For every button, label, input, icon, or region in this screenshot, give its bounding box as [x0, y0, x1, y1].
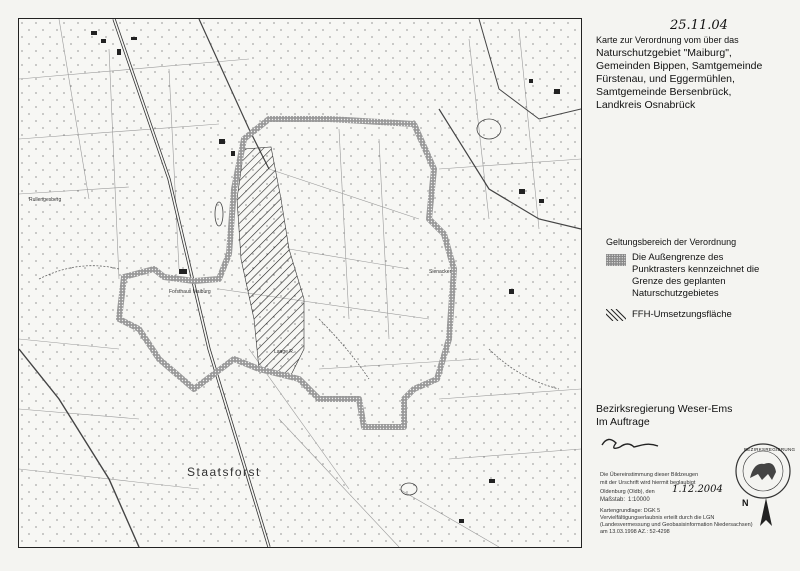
map-label-rullengesberg: Rullengesberg — [29, 197, 62, 203]
seal-text: BEZIRKSREGIERUNG — [744, 447, 796, 452]
cert-date: 1.12.2004 — [672, 484, 723, 495]
header-line3: Gemeinden Bippen, Samtgemeinde — [596, 60, 763, 72]
footer-permission1: Vervielfältigungserlaubnis erteilt durch die LGN — [600, 515, 715, 521]
footer-basis: Kartengrundlage: DGK 5 — [600, 508, 661, 514]
ffh-swatch — [606, 308, 626, 320]
north-label: N — [742, 498, 749, 508]
authority-line1: Bezirksregierung Weser-Ems — [596, 403, 733, 415]
legend-panel — [594, 10, 794, 563]
forest-stipple — [19, 19, 581, 547]
header-line4: Fürstenau, und Eggermühlen, — [596, 73, 735, 85]
legend-heading: Geltungsbereich der Verordnung — [606, 237, 737, 247]
cert-line1: Die Übereinstimmung dieser Bildzeugen — [600, 472, 699, 478]
map-label-staatsforst: Staatsforst — [187, 465, 261, 479]
topographic-map[interactable] — [18, 18, 582, 548]
header-line2: Naturschutzgebiet "Maiburg", — [596, 47, 732, 59]
legend-boundary-line2: Punktrasters kennzeichnet die — [632, 264, 760, 275]
header-line5: Samtgemeinde Bersenbrück, — [596, 86, 732, 98]
scale-label: Maßstab: — [600, 497, 626, 503]
north-arrow-icon — [754, 496, 778, 530]
map-label-forsthaus: Forsthaus Maiburg — [169, 289, 211, 295]
map-drawing — [19, 19, 581, 547]
cert-line3: Oldenburg (Oldb), den — [600, 489, 655, 495]
cert-line2: mit der Urschrift wird hiermit beglaubigt — [600, 480, 696, 486]
header-line1: Karte zur Verordnung vom über das — [596, 35, 739, 45]
legend-boundary-line4: Naturschutzgebietes — [632, 288, 719, 299]
footer-permission3: am 13.03.1998 AZ.: 52-4298 — [600, 529, 670, 535]
legend-ffh-label: FFH-Umsetzungsfläche — [632, 309, 732, 320]
legend-boundary-line3: Grenze des geplanten — [632, 276, 726, 287]
map-label-sienacker: Sienacker — [429, 269, 452, 275]
signature-image — [598, 433, 668, 455]
map-label-lange: Lange R. — [274, 349, 295, 355]
legend-boundary-line1: Die Außengrenze des — [632, 252, 724, 263]
date-stamp: 25.11.04 — [670, 18, 728, 33]
boundary-swatch — [606, 253, 626, 265]
scale-value: 1:10000 — [628, 497, 650, 503]
footer-permission2: (Landesvermessung und Geobasisinformation Niedersachsen) — [600, 522, 753, 528]
authority-line2: Im Auftrage — [596, 416, 650, 428]
header-line6: Landkreis Osnabrück — [596, 99, 696, 111]
